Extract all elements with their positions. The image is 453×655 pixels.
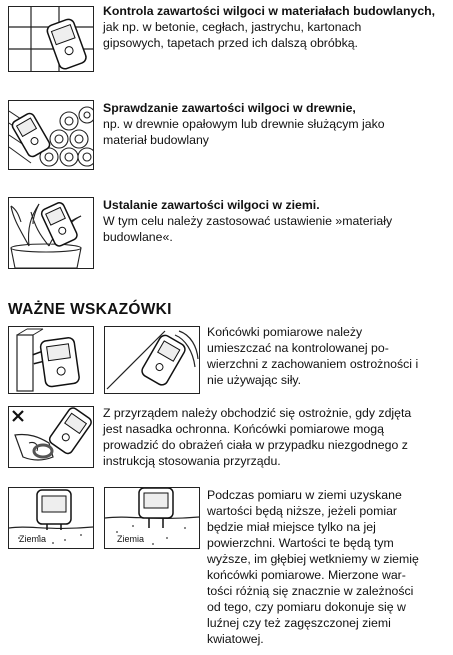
tip-3-line: wartości będą niższe, jeżeli pomiar <box>207 504 398 518</box>
soil-label: Ziemia <box>19 534 47 544</box>
section-2-line: np. w drewnie opałowym lub drewnie służącym jako <box>103 117 385 131</box>
tip-3-line: końcówki pomiarowe. Mierzone war- <box>207 568 406 582</box>
section-2-line: materiał budowlany <box>103 133 209 147</box>
section-heading: WAŻNE WSKAZÓWKI <box>8 301 172 318</box>
tip-1-text <box>207 324 447 388</box>
tip-1-line: umieszczać na kontrolowanej po- <box>207 341 389 355</box>
tip-2-line: jest nasadka ochronna. Końcówki pomiarowe mogą <box>103 422 384 436</box>
tip-3-line: luźnej czy też zagęszczonej ziemi <box>207 616 391 630</box>
section-2-title: Sprawdzanie zawartości wilgoci w drewnie, <box>103 101 356 115</box>
soil-plant-illustration <box>8 197 94 269</box>
tip-2-text <box>103 405 449 469</box>
tip-3-line: wyższe, im głębiej wetkniemy w ziemię <box>207 552 419 566</box>
tip-3-line: tości różnią się znacznie w zależności <box>207 584 414 598</box>
tip-1-line: wierzchni z zachowaniem ostrożności i <box>207 357 419 371</box>
probe-hand-illustration <box>104 326 200 394</box>
section-1-text <box>103 3 449 51</box>
tip-2-line: Z przyrządem należy obchodzić się ostrożnie, gdy zdjęta <box>103 406 412 420</box>
tip-2-line: prowadzić do obrażeń ciała w przypadku niezgodnego z <box>103 438 408 452</box>
tip-3-line: od tego, czy pomiaru dokonuje się w <box>207 600 406 614</box>
section-3-text <box>103 197 449 245</box>
tip-2-line: instrukcją stosowania przyrządu. <box>103 454 281 468</box>
soil-deep-illustration <box>104 487 200 549</box>
injury-warning-illustration <box>8 406 94 468</box>
soil-surface-illustration <box>8 487 94 549</box>
tip-1-line: nie używając siły. <box>207 373 302 387</box>
section-1-line: jak np. w betonie, cegłach, jastrychu, kartonach <box>103 20 362 34</box>
section-2-text <box>103 100 449 148</box>
section-3-line: budowlane«. <box>103 230 173 244</box>
tip-3-line: będzie miał miejsce tylko na jej <box>207 520 376 534</box>
tip-3-line: kwiatowej. <box>207 632 264 646</box>
section-1-line: gipsowych, tapetach przed ich dalszą obróbką. <box>103 36 358 50</box>
probe-on-surface-illustration <box>8 326 94 394</box>
soil-label: Ziemia <box>117 534 145 544</box>
wood-illustration <box>8 100 94 170</box>
tip-3-line: Podczas pomiaru w ziemi uzyskane <box>207 488 402 502</box>
tip-3-text <box>207 487 451 647</box>
section-3-line: W tym celu należy zastosować ustawienie »materiały <box>103 214 393 228</box>
building-material-illustration <box>8 6 94 72</box>
section-1-title: Kontrola zawartości wilgoci w materiałach budowlanych, <box>103 4 436 18</box>
section-3-title: Ustalanie zawartości wilgoci w ziemi. <box>103 198 320 212</box>
tip-1-line: Końcówki pomiarowe należy <box>207 325 363 339</box>
tip-3-line: powierzchni. Wartości te będą tym <box>207 536 394 550</box>
